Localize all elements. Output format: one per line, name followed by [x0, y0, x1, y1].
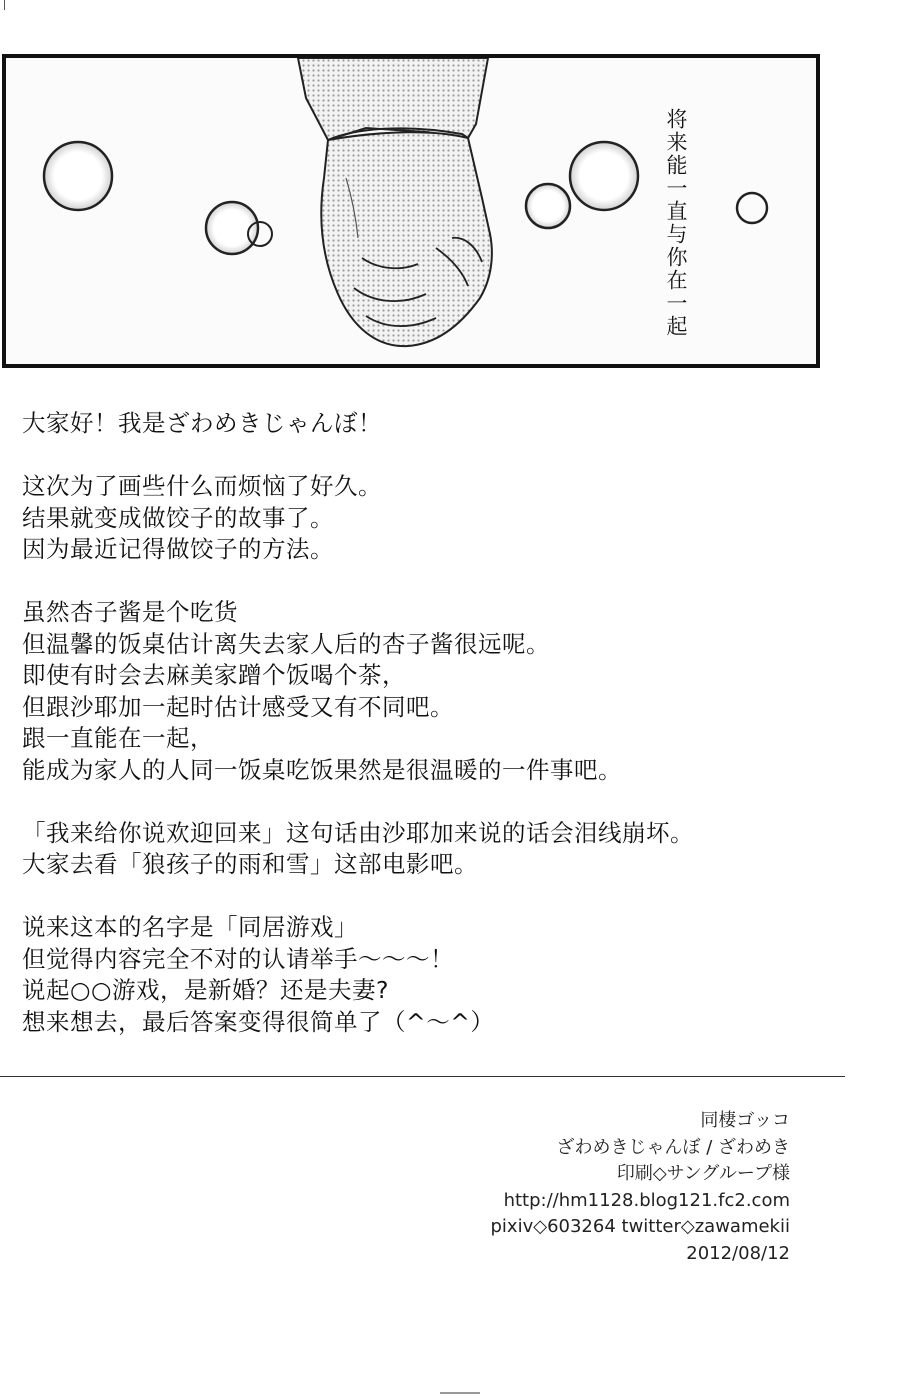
hand [321, 132, 492, 346]
text-line: 「我来给你说欢迎回来」这句话由沙耶加来说的话会泪线崩坏。 [22, 818, 694, 847]
bokeh-circle [44, 142, 112, 210]
text-line: 但温馨的饭桌估计离失去家人后的杏子酱很远呢。 [22, 629, 550, 658]
colophon [491, 1108, 791, 1267]
text-line: 想来想去，最后答案变得很简单了（^～^） [22, 1007, 495, 1036]
divider-line [0, 1076, 845, 1077]
page-edge-mark [440, 1392, 480, 1394]
text-line: 因为最近记得做饺子的方法。 [22, 535, 334, 563]
manga-panel [2, 54, 820, 368]
text-line: 即使有时会去麻美家蹭个饭喝个茶， [22, 661, 406, 689]
paragraph-gap [22, 881, 822, 913]
colophon-printer: 印刷◇サングループ様 [616, 1163, 790, 1184]
text-line: 大家好！我是ざわめきじゃんぼ！ [22, 409, 382, 437]
bokeh-circle [526, 184, 570, 228]
colophon-social: pixiv◇603264 twitter◇zawamekii [490, 1216, 790, 1237]
text-line: 说起○○游戏，是新婚？还是夫妻? [22, 976, 389, 1004]
text-line: 但觉得内容完全不对的认请举手～～～！ [22, 944, 454, 973]
text-line: 结果就变成做饺子的故事了。 [22, 503, 334, 532]
paragraph-gap [22, 566, 822, 598]
text-line: 跟一直能在一起， [22, 724, 214, 752]
paragraph-gap [22, 440, 822, 472]
colophon-title: 同棲ゴッコ [700, 1110, 790, 1131]
afterword-text [22, 408, 822, 1038]
text-line: 这次为了画些什么而烦恼了好久。 [22, 472, 382, 500]
paragraph-gap [22, 786, 822, 818]
colophon-date: 2012/08/12 [686, 1242, 790, 1264]
crop-mark [4, 0, 5, 10]
text-line: 但跟沙耶加一起时估计感受又有不同吧。 [22, 692, 454, 721]
text-line: 说来这本的名字是「同居游戏」 [22, 913, 358, 941]
text-line: 能成为家人的人同一饭桌吃饭果然是很温暖的一件事吧。 [22, 755, 622, 784]
colophon-url: http://hm1128.blog121.fc2.com [503, 1189, 790, 1211]
colophon-author: ざわめきじゃんぼ / ざわめき [556, 1136, 790, 1158]
text-line: 虽然杏子酱是个吃货 [22, 598, 238, 626]
bokeh-circle [737, 193, 767, 223]
bokeh-circle [570, 142, 638, 210]
text-line: 大家去看「狼孩子的雨和雪」这部电影吧。 [22, 850, 478, 878]
panel-vertical-caption: 将来能一直与你在一起 [664, 108, 688, 338]
